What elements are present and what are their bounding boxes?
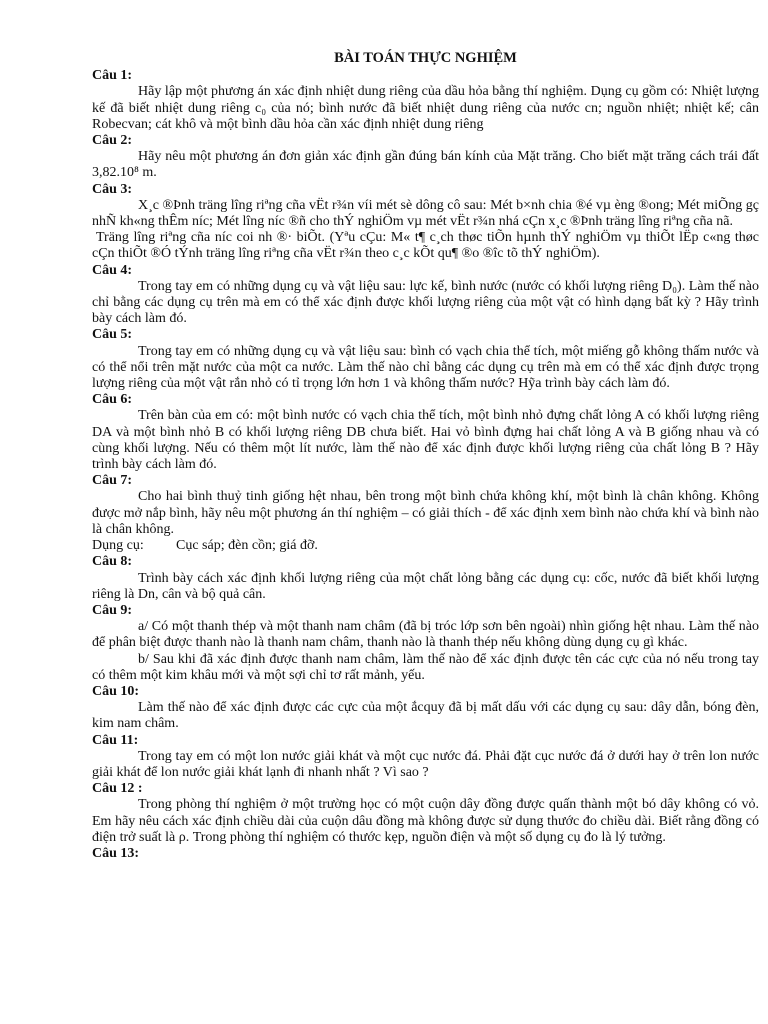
question-text: Trong tay em có một lon nước giải khát và một cục nước đá. Phải đặt cục nước đá ở dưới hay ở trên lon nước giải khát để lon nước giải khát lạnh đi nhanh nhất ? Vì sao ? bbox=[92, 748, 759, 780]
question-text: X¸c ®Þnh träng lîng riªng cña vËt r¾n víi mét sè dông cô sau: Mét b×nh chia ®é vµ èng ®ong; Mét miÕng gç nhÑ kh«ng thÊm níc; Mét lîng níc ®ñ cho thÝ nghiÖm vµ mét vËt r¾n nhá cÇn x¸c ®Þnh träng lîng riªng cña nã. bbox=[92, 197, 759, 230]
question-text: a/ Có một thanh thép và một thanh nam châm (đã bị tróc lớp sơn bên ngoài) nhìn giống hệt nhau. Làm thế nào để phân biệt được thanh nào là thanh nam châm, thanh nào là thanh thép nếu không dùng dụng cụ gì khác. bbox=[92, 619, 759, 651]
question-label: Câu 10: bbox=[92, 683, 140, 699]
question-10 bbox=[92, 684, 759, 733]
question-label: Câu 7: bbox=[92, 473, 133, 489]
question-label: Câu 1: bbox=[92, 68, 133, 84]
question-label: Câu 9: bbox=[92, 602, 133, 618]
question-3 bbox=[92, 182, 759, 263]
question-12 bbox=[92, 781, 759, 846]
question-label: Câu 8: bbox=[92, 554, 133, 570]
question-9 bbox=[92, 603, 759, 684]
question-text: Trình bày cách xác định khối lượng riêng của một chất lỏng bằng các dụng cụ: cốc, nước đã biết khối lượng riêng là Dn, cân và bộ quả cân. bbox=[92, 570, 759, 602]
question-label: Câu 12 : bbox=[92, 781, 143, 797]
question-label: Câu 13: bbox=[92, 845, 140, 861]
question-13 bbox=[92, 846, 759, 862]
question-label: Câu 5: bbox=[92, 327, 133, 343]
question-1 bbox=[92, 68, 759, 133]
question-text: Träng lîng riªng cña níc coi nh ®· biÕt. (Yªu cÇu: M« t¶ c¸ch thøc tiÕn hµnh thÝ nghiÖm vµ thiÕt lËp c«ng thøc cÇn thiÕt ®Ó tÝnh träng lîng riªng cña vËt r¾n theo c¸c kÕt qu¶ ®o ®îc tõ thÝ nghiÖm). bbox=[92, 230, 759, 262]
question-text: Trên bàn của em có: một bình nước có vạch chia thể tích, một bình nhỏ đựng chất lỏng A có khối lượng riêng DA và một bình nhỏ B có khối lượng riêng DB chưa biết. Hai vỏ bình đựng hai chất lỏng A và B giống nhau và có cùng khối lượng. Nếu có thêm một lít nước, làm thế nào để xác định được khối lượng riêng của chất lỏng B ? Hãy trình bày cách làm đó. bbox=[92, 408, 759, 473]
question-text: Cho hai bình thuỷ tinh giống hệt nhau, bên trong một bình chứa không khí, một bình là chân không. Không được mở nắp bình, hãy nêu một phương án thí nghiệm – có giải thích - để xác định xem bình nào chứa khí và bình nào là chân không. bbox=[92, 489, 759, 537]
question-11 bbox=[92, 733, 759, 782]
question-5 bbox=[92, 327, 759, 392]
question-text: Trong tay em có những dụng cụ và vật liệu sau: lực kế, bình nước (nước có khối lượng riêng D₀). Làm thế nào chỉ bằng các dụng cụ trên mà em có thể xác định được khối lượng riêng của một vật có hình dạng bất kỳ ? Hãy trình bày cách làm đó. bbox=[92, 278, 759, 327]
document-title: BÀI TOÁN THỰC NGHIỆM bbox=[334, 50, 517, 66]
question-text: Hãy nêu một phương án đơn giản xác định gần đúng bán kính của Mặt trăng. Cho biết mặt trăng cách trái đất 3,82.10⁸ m. bbox=[92, 149, 759, 181]
question-label: Câu 11: bbox=[92, 732, 139, 748]
question-4 bbox=[92, 263, 759, 328]
tools-label: Dụng cụ: bbox=[92, 538, 144, 554]
question-text: Làm thế nào để xác định được các cực của một ắcquy đã bị mất dấu với các dụng cụ sau: dây dẫn, bóng đèn, kim nam châm. bbox=[92, 700, 759, 732]
question-7 bbox=[92, 473, 759, 554]
tools-line bbox=[92, 538, 759, 554]
question-text: Trong tay em có những dụng cụ và vật liệu sau: bình có vạch chia thể tích, một miếng gỗ không thấm nước và có thể nổi trên mặt nước của một ca nước. Làm thế nào chỉ bằng các dụng cụ trên mà em có thể xác định được trọng lượng riêng của một vật rắn nhỏ có tỉ trọng lớn hơn 1 và không thấm nước? Hỹa trình bày cách làm đó. bbox=[92, 343, 759, 392]
question-8 bbox=[92, 554, 759, 603]
question-text: Trong phòng thí nghiệm ở một trường học có một cuộn dây đồng được quấn thành một bó dây không có vỏ. Em hãy nêu cách xác định chiều dài của cuộn dâu đồng mà không được sử dụng thước đo chiều dài. Biết rằng đồng có điện trở suất là ρ. Trong phòng thí nghiệm có thước kẹp, nguồn điện và một số dụng cụ đo là lý tưởng. bbox=[92, 797, 759, 845]
question-label: Câu 3: bbox=[92, 181, 133, 197]
tools-value: Cục sáp; đèn cồn; giá đỡ. bbox=[176, 538, 318, 554]
question-label: Câu 2: bbox=[92, 133, 133, 149]
question-text: b/ Sau khi đã xác định được thanh nam châm, làm thế nào để xác định được tên các cực của nó nếu trong tay có thêm một kim khâu mới và một sợi chỉ tơ rất mảnh, yếu. bbox=[92, 651, 759, 683]
question-label: Câu 6: bbox=[92, 392, 133, 408]
question-2 bbox=[92, 133, 759, 182]
question-6 bbox=[92, 392, 759, 473]
question-text: Hãy lập một phương án xác định nhiệt dung riêng của dầu hỏa bằng thí nghiệm. Dụng cụ gồm có: Nhiệt lượng kế đã biết nhiệt dung riêng c₀ của nó; bình nước đã biết nhiệt dung riêng của nước cn; nguồn nhiệt; nhiệt kế; cân Robecvan; cát khô và một bình dầu hỏa cần xác định nhiệt dung riêng bbox=[92, 84, 759, 132]
document-page bbox=[92, 50, 759, 862]
question-label: Câu 4: bbox=[92, 262, 133, 278]
